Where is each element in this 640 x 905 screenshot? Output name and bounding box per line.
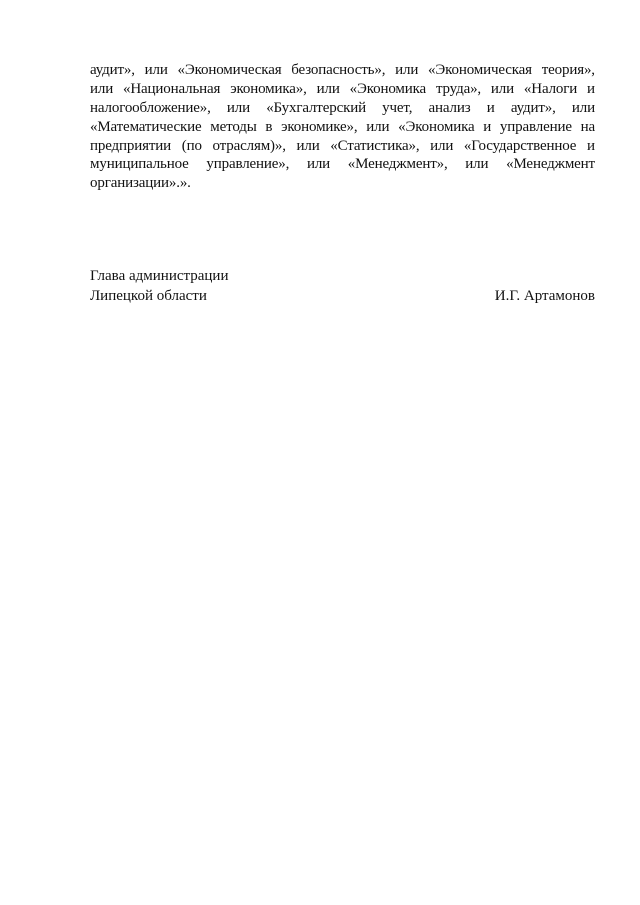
word: аудит», (90, 62, 135, 78)
word: «Экономика (398, 118, 475, 135)
paragraph-line-4 (90, 118, 595, 137)
word: «Статистика», (330, 137, 420, 154)
word: экономика», (230, 80, 307, 97)
signature-position-line-1 (90, 266, 595, 286)
word: или (90, 80, 114, 97)
word: методы (210, 118, 257, 135)
paragraph-line-6 (90, 155, 595, 174)
word: или (316, 80, 340, 97)
word: «Менеджмент», (347, 156, 448, 173)
paragraph-line-7 (90, 174, 595, 193)
word: или (296, 137, 320, 154)
word: в (265, 118, 273, 135)
paragraph-line-3 (90, 99, 595, 118)
signature-row (90, 286, 595, 306)
word: или (430, 137, 454, 154)
word: управление (499, 118, 572, 135)
word: «Менеджмент (506, 156, 595, 173)
word: и (483, 118, 492, 135)
word: анализ (428, 99, 471, 116)
word: «Математические (90, 118, 202, 135)
word: «Экономическая (427, 62, 532, 78)
paragraph-line-1 (90, 61, 595, 80)
word: предприятии (90, 137, 172, 154)
word: (по (181, 137, 202, 154)
word: или (226, 99, 250, 116)
word: «Бухгалтерский (266, 99, 366, 116)
word: отраслям)», (212, 137, 286, 154)
word: муниципальное (90, 156, 189, 173)
signature-position-text: Липецкой области (90, 288, 207, 304)
word: труда», (435, 80, 482, 97)
word: или (465, 156, 489, 173)
word: налогообложение», (90, 99, 211, 116)
word: на (580, 118, 595, 135)
word: учет, (382, 99, 413, 116)
paragraph-line-2 (90, 80, 595, 99)
word: экономике», (281, 118, 358, 135)
word: «Национальная (122, 80, 221, 97)
paragraph-line-5 (90, 137, 595, 156)
word: или (395, 62, 419, 78)
word: или (366, 118, 390, 135)
word: или (571, 99, 595, 116)
word: «Экономическая (177, 62, 282, 78)
word: и (587, 137, 595, 154)
word: и (587, 80, 595, 97)
word: или (144, 62, 168, 78)
word: теория», (541, 62, 595, 78)
body-paragraph (90, 61, 595, 193)
signature-position-text: Глава администрации (90, 268, 229, 284)
word: «Экономика (349, 80, 427, 97)
word: аудит», (510, 99, 556, 116)
word: организации».». (90, 175, 191, 192)
word: и (486, 99, 495, 116)
word: управление», (206, 156, 290, 173)
word: или (306, 156, 331, 173)
word: «Налоги (523, 80, 578, 97)
signatory-name: И.Г. Артамонов (494, 288, 595, 304)
word: «Государственное (463, 137, 577, 154)
word: или (490, 80, 515, 97)
word: безопасность», (291, 62, 386, 78)
